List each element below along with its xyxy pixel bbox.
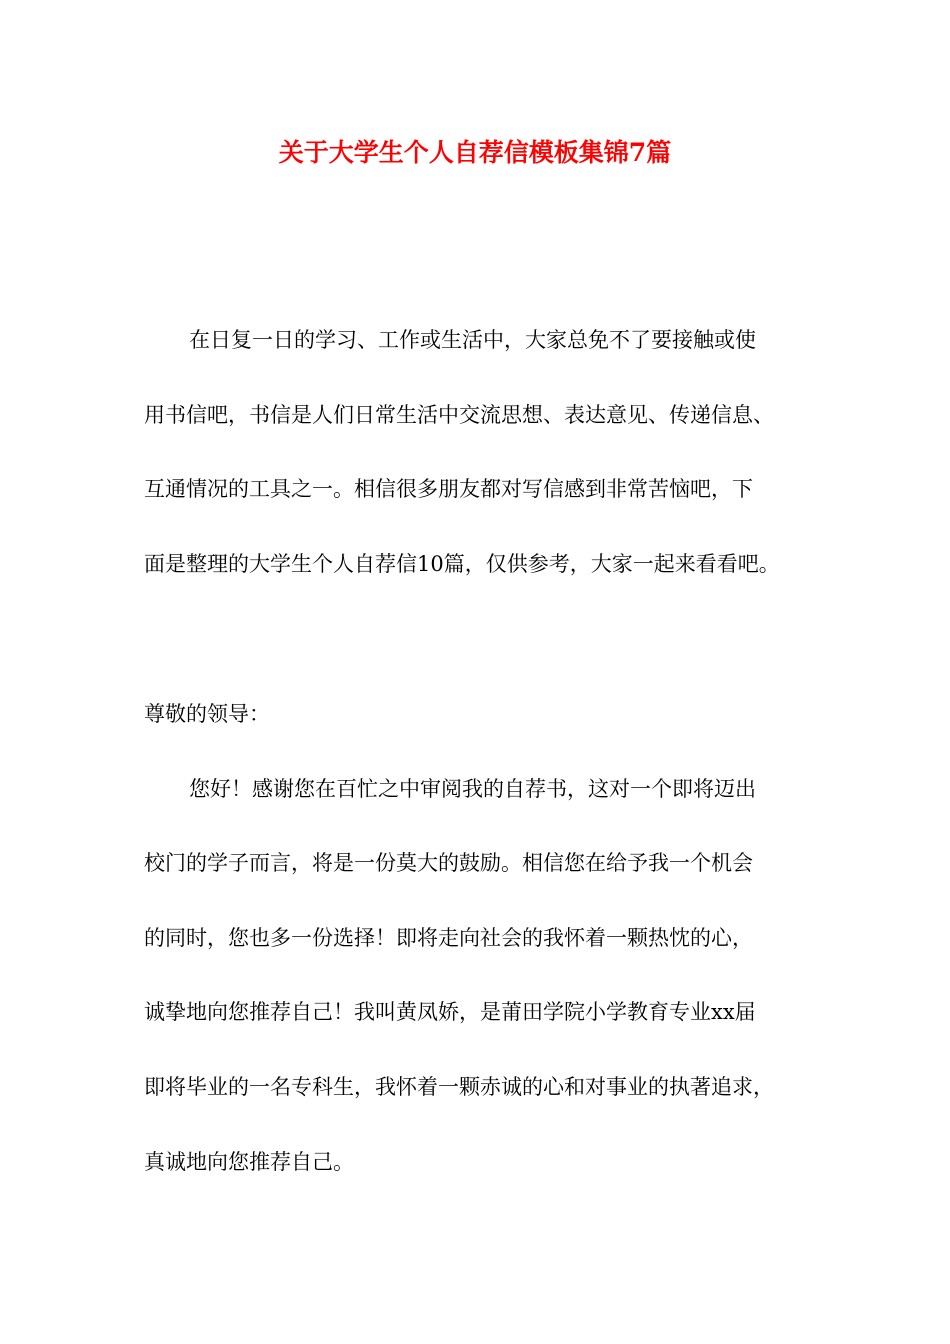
salutation: 尊敬的领导： <box>144 702 270 726</box>
letter-line-3: 的同时，您也多一份选择！即将走向社会的我怀着一颗热忱的心， <box>144 926 753 950</box>
letter-line-4: 诚挚地向您推荐自己！我叫黄凤娇，是莆田学院小学教育专业xx届 <box>144 1000 756 1024</box>
intro-line-4: 面是整理的大学生个人自荐信10篇，仅供参考，大家一起来看看吧。 <box>144 552 780 576</box>
page-title: 关于大学生个人自荐信模板集锦7篇 <box>278 138 672 167</box>
letter-line-1: 您好！感谢您在百忙之中审阅我的自荐书，这对一个即将迈出 <box>189 777 756 801</box>
letter-line-2: 校门的学子而言，将是一份莫大的鼓励。相信您在给予我一个机会 <box>144 851 753 875</box>
letter-line-5: 即将毕业的一名专科生，我怀着一颗赤诚的心和对事业的执著追求， <box>144 1075 774 1099</box>
intro-line-2: 用书信吧，书信是人们日常生活中交流思想、表达意见、传递信息、 <box>144 403 774 427</box>
intro-line-1: 在日复一日的学习、工作或生活中，大家总免不了要接触或使 <box>189 328 756 352</box>
letter-line-6: 真诚地向您推荐自己。 <box>144 1150 354 1174</box>
intro-line-3: 互通情况的工具之一。相信很多朋友都对写信感到非常苦恼吧，下 <box>144 477 753 501</box>
